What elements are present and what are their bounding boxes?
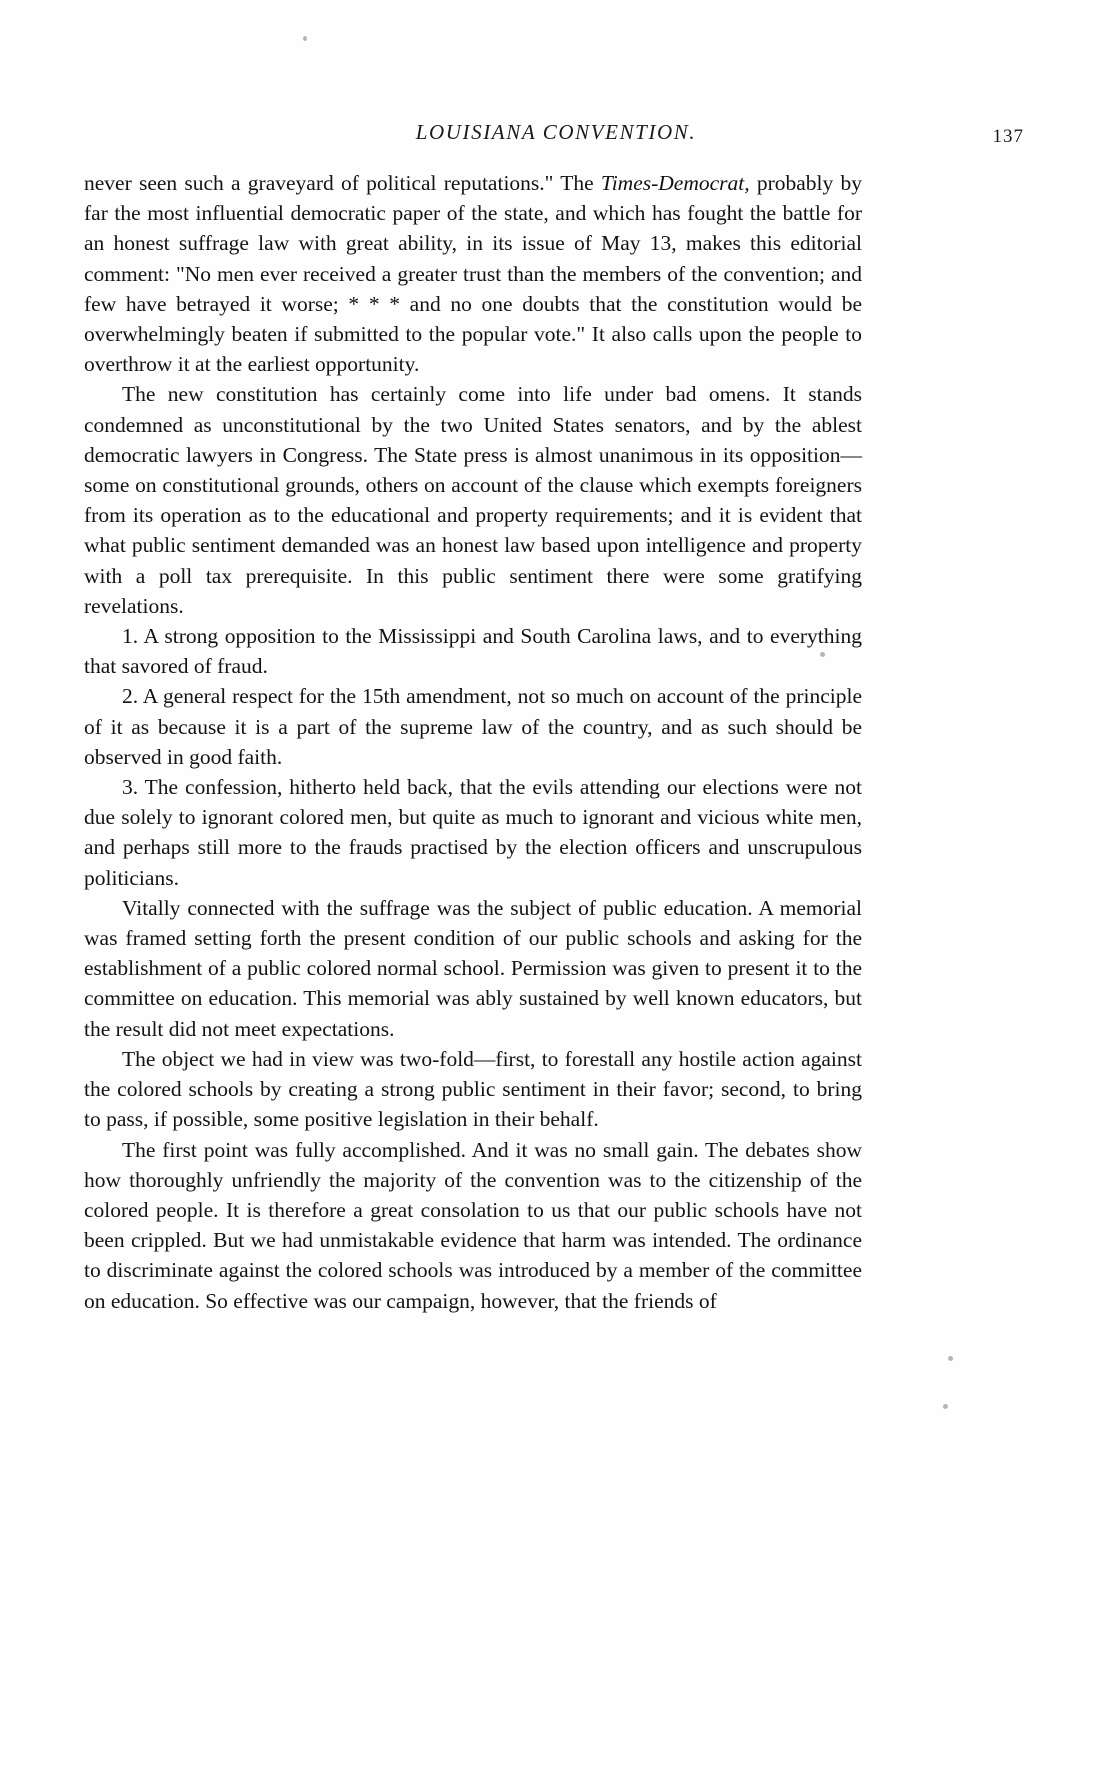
paragraph — [84, 1044, 862, 1135]
paragraph — [84, 893, 862, 1044]
paragraph — [84, 1135, 862, 1316]
scan-speck-icon — [303, 36, 307, 41]
italic-text: Times-Democrat, — [600, 171, 750, 195]
page-number: 137 — [992, 126, 1024, 147]
text-run: The new constitution has certainly come into life under bad omens. It stands condemned as unconstitutional by the two United States senators, and by the ablest democratic lawyers in Congress. The State press is almost unanimous in its opposition—some on constitutional grounds, others on account of the clause which exempts foreigners from its operation as to the educational and property requirements; and it is evident that what public sentiment demanded was an honest law based upon intelligence and property with a poll tax prerequisite. In this public sentiment there were some gratifying revelations. — [84, 382, 862, 618]
scan-speck-icon — [948, 1356, 953, 1361]
text-run: never seen such a graveyard of political reputations." The — [84, 171, 601, 195]
paragraph — [84, 379, 862, 621]
text-run: 1. A strong opposition to the Mississippi and South Carolina laws, and to everything that savored of fraud. — [84, 624, 862, 679]
text-run: probably by far the most influential democratic paper of the state, and which has fought the battle for an honest suffrage law with great ability, in its issue of May 13, makes this editorial comment: "No men ever received a greater trust than the members of the convention; and few have betrayed it worse; * * * and no one doubts that the constitution would be overwhelmingly beaten if submitted to the popular vote." It also calls upon the people to overthrow it at the earliest opportunity. — [84, 171, 862, 377]
paragraph — [84, 772, 862, 893]
paragraph — [84, 621, 862, 681]
text-run: The first point was fully accomplished. And it was no small gain. The debates show how thoroughly unfriendly the majority of the convention was to the citizenship of the colored people. It is therefore a great consolation to us that our public schools have not been crippled. But we had unmistakable evidence that harm was intended. The ordinance to discriminate against the colored schools was introduced by a member of the committee on education. So effective was our campaign, however, that the friends of — [84, 1137, 862, 1313]
running-head: LOUISIANA CONVENTION. — [415, 120, 697, 144]
text-run: 3. The confession, hitherto held back, that the evils attending our elections were not due solely to ignorant colored men, but quite as much to ignorant and vicious white men, and perhaps still more to the frauds practised by the election officers and unscrupulous politicians. — [84, 775, 862, 890]
paragraph — [84, 681, 862, 772]
text-run: The object we had in view was two-fold—first, to forestall any hostile action against the colored schools by creating a strong public sentiment in their favor; second, to bring to pass, if possible, some positive legislation in their behalf. — [84, 1046, 862, 1132]
body-text — [84, 168, 862, 1316]
paragraph — [84, 168, 862, 379]
text-run: Vitally connected with the suffrage was the subject of public education. A memorial was framed setting forth the present condition of our public schools and asking for the establishment of a public colored normal school. Permission was given to present it to the committee on education. This memorial was ably sustained by well known educators, but the result did not meet expectations. — [84, 895, 862, 1041]
scan-speck-icon — [943, 1404, 948, 1409]
text-run: 2. A general respect for the 15th amendment, not so much on account of the principle of it as because it is a part of the supreme law of the country, and as such should be observed in good faith. — [84, 684, 862, 769]
